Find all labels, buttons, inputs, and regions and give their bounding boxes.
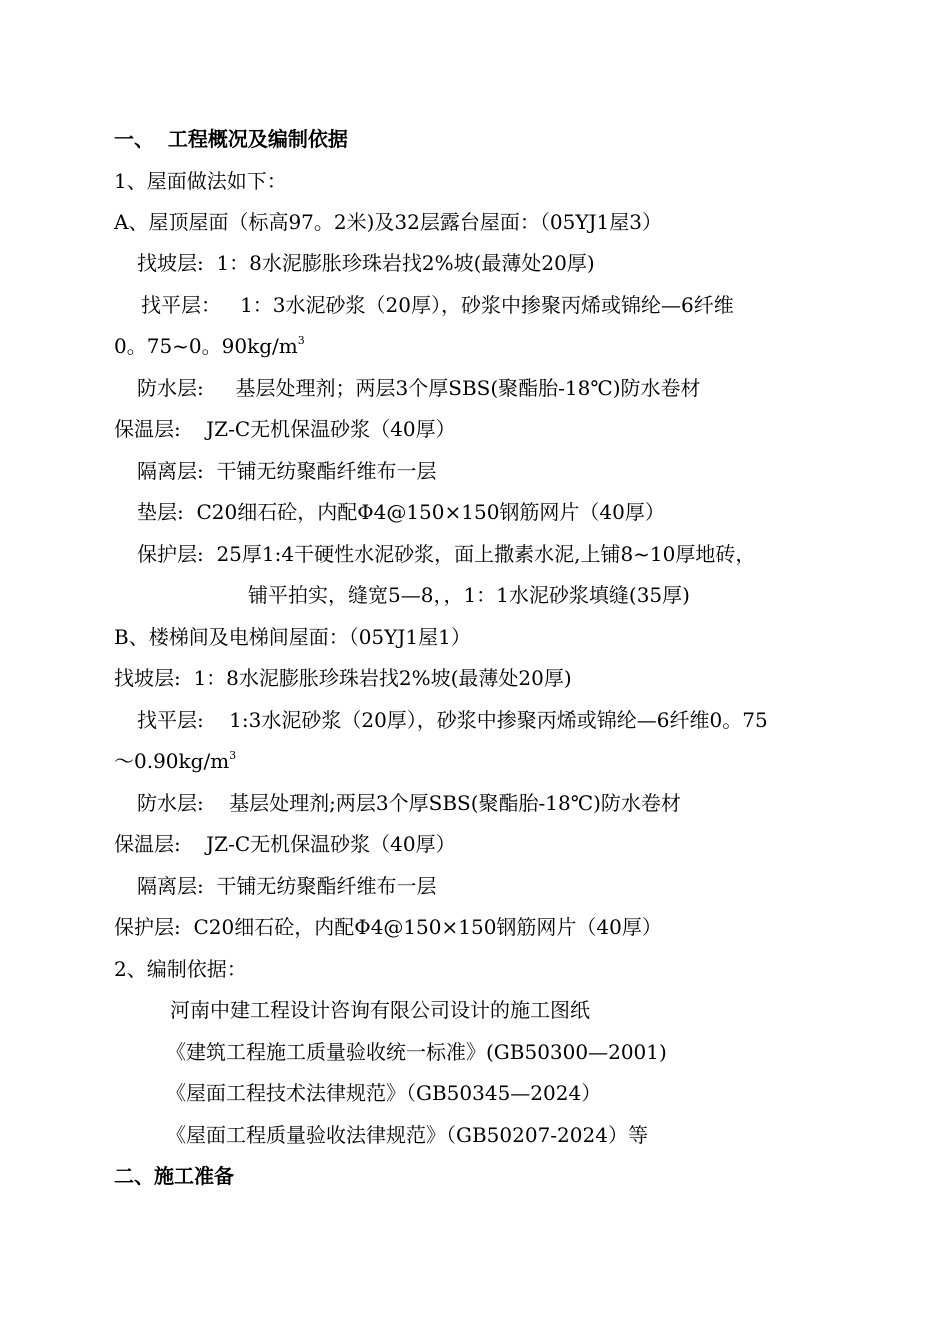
roof-a-cushion-layer: 垫层: C20细石砼，内配Φ4@150×150钢筋网片（40厚） bbox=[137, 500, 665, 524]
roof-b-leveling-layer: 找平层: 1:3水泥砂浆（20厚），砂浆中掺聚丙烯或锦纶—6纤维0。75 bbox=[137, 708, 768, 732]
roof-a-waterproof-layer: 防水层: 基层处理剂；两层3个厚SBS(聚酯胎-18℃)防水卷材 bbox=[137, 376, 701, 400]
basis-title: 2、编制依据： bbox=[114, 957, 247, 981]
basis-ref: 《屋面工程质量验收法律规范》（GB50207-2024）等 bbox=[166, 1123, 648, 1147]
roof-b-waterproof-layer: 防水层: 基层处理剂;两层3个厚SBS(聚酯胎-18℃)防水卷材 bbox=[137, 791, 681, 815]
basis-ref: 《屋面工程技术法律规范》（GB50345—2024） bbox=[166, 1081, 602, 1105]
roof-a-leveling-layer-cont: 0。75~0。$90kg/m^3$ bbox=[114, 334, 305, 358]
roof-b-protect-layer: 保护层: C20细石砼，内配Φ4@150×150钢筋网片（40厚） bbox=[114, 915, 662, 939]
roof-a-leveling-layer: 找平层： 1：3水泥砂浆（20厚），砂浆中掺聚丙烯或锦纶—6纤维 bbox=[141, 293, 734, 317]
roof-b-insulation-layer: 保温层: JZ-C无机保温砂浆（40厚） bbox=[114, 832, 456, 856]
roof-a-protect-layer: 保护层: 25厚1:4干硬性水泥砂浆，面上撒素水泥,上铺8~10厚地砖， bbox=[137, 542, 756, 566]
roof-b-leveling-layer-cont: $\sim 0.90kg/m^3$ bbox=[114, 749, 237, 773]
heading-section-1: 一、 工程概况及编制依据 bbox=[114, 127, 348, 151]
basis-ref: 河南中建工程设计咨询有限公司设计的施工图纸 bbox=[170, 998, 590, 1022]
roof-a-slope-layer: 找坡层: 1：8水泥膨胀珍珠岩找2%坡(最薄处20厚) bbox=[137, 251, 595, 275]
basis-ref: 《建筑工程施工质量验收统一标准》(GB50300—2001) bbox=[166, 1040, 667, 1064]
roof-a-insulation-layer: 保温层: JZ-C无机保温砂浆（40厚） bbox=[114, 417, 456, 441]
heading-section-2: 二、施工准备 bbox=[114, 1164, 234, 1188]
roof-b-isolation-layer: 隔离层: 干铺无纺聚酯纤维布一层 bbox=[137, 874, 437, 898]
roof-method-title: 1、屋面做法如下： bbox=[114, 169, 287, 193]
roof-b-slope-layer: 找坡层: 1：8水泥膨胀珍珠岩找2%坡(最薄处20厚) bbox=[114, 666, 572, 690]
roof-a-protect-layer-cont: 铺平拍实，缝宽5—8，，1：1水泥砂浆填缝(35厚) bbox=[248, 583, 690, 607]
roof-b-title: B、楼梯间及电梯间屋面：（05YJ1屋1） bbox=[114, 625, 471, 649]
roof-a-isolation-layer: 隔离层: 干铺无纺聚酯纤维布一层 bbox=[137, 459, 437, 483]
roof-a-title: A、屋顶屋面（标高97。2米)及32层露台屋面：（05YJ1屋3） bbox=[114, 210, 662, 234]
